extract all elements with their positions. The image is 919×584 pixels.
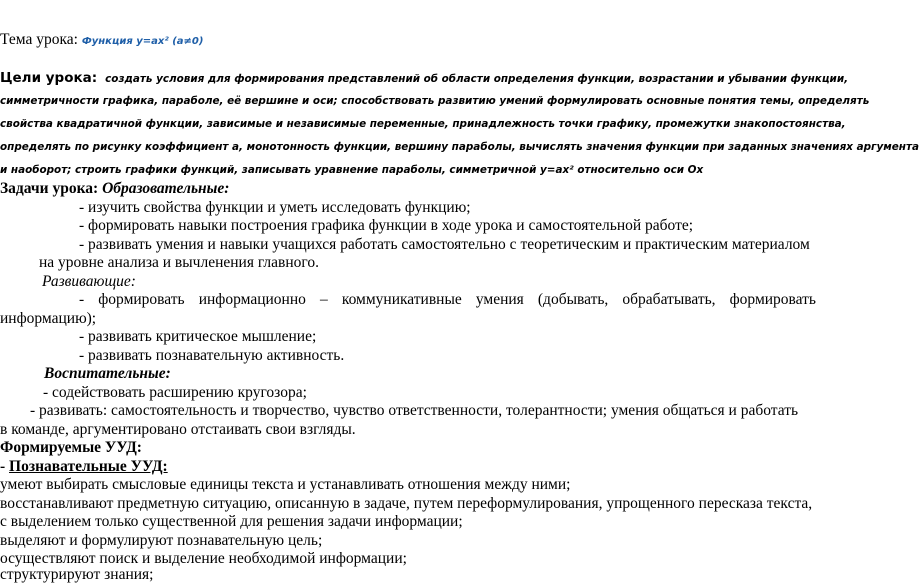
goals-text-3: свойства квадратичной функции, зависимые и независимые переменные, принадлежность точки графику, промежутки знакопостоянства,	[0, 118, 846, 130]
uud-heading: Формируемые УУД:	[0, 439, 142, 456]
upbringing-item-2: - развивать: самостоятельность и творчество, чувство ответственности, толерантности; умения общаться и работать	[30, 402, 799, 419]
goals-label: Цели урока:	[0, 70, 98, 86]
cognitive-dash: -	[0, 458, 10, 475]
cognitive-uud-label: Познавательные УУД:	[9, 458, 168, 475]
cognitive-item-2: восстанавливают предметную ситуацию, описанную в задаче, путем переформулирования, упрощенного пересказа текста,	[0, 495, 813, 512]
goals-text-2: симметричности графика, параболе, её вершине и оси; способствовать развитию умений формулировать основные понятия темы, определять	[0, 95, 870, 107]
cognitive-item-1: умеют выбирать смысловые единицы текста и устанавливать отношения между ними;	[0, 476, 571, 493]
upbringing-item-1: - содействовать расширению кругозора;	[43, 384, 307, 401]
topic-label: Тема урока:	[0, 31, 82, 48]
upbringing-label: Воспитательные:	[44, 365, 171, 382]
upbringing-item-2-cont: в команде, аргументировано отстаивать свои взгляды.	[0, 421, 356, 438]
goals-text-5-value: и наоборот; строить графики функций, записывать уравнение параболы, симметричной y=ax² относительно оси Ox	[0, 164, 704, 176]
tasks-label: Задачи урока:	[0, 180, 103, 197]
cognitive-item-4: осуществляют поиск и выделение необходимой информации;	[0, 550, 407, 567]
lesson-topic	[0, 31, 203, 49]
goals-text-5	[0, 164, 703, 176]
cognitive-item-5: структурируют знания;	[0, 566, 154, 583]
cognitive-item-2-cont: с выделением только существенной для решения задачи информации;	[0, 513, 463, 530]
goals-text-1: создать условия для формирования представлений об области определения функции, возрастании и убывании функции,	[105, 73, 849, 85]
goals-line-1	[0, 70, 849, 86]
developing-item-1: - формировать информационно – коммуникативные умения (добывать, обрабатывать, формировать	[79, 291, 816, 308]
topic-value: Функция y=ax² (a≠0)	[81, 36, 204, 47]
educational-item-1: - изучить свойства функции и уметь исследовать функцию;	[79, 199, 471, 216]
goals-text-4: определять по рисунку коэффициент a, монотонность функции, вершину параболы, вычислять значения функции при заданных значениях аргумента	[0, 141, 919, 153]
educational-item-3: - развивать умения и навыки учащихся работать самостоятельно с теоретическим и практическим материалом	[79, 236, 810, 253]
cognitive-uud-heading	[0, 458, 168, 476]
educational-label: Образовательные:	[102, 180, 230, 197]
tasks-heading	[0, 180, 229, 198]
cognitive-item-3: выделяют и формулируют познавательную цель;	[0, 532, 323, 549]
educational-item-3-cont: на уровне анализа и вычленения главного.	[39, 254, 319, 271]
developing-item-3: - развивать познавательную активность.	[79, 347, 345, 364]
developing-item-1-cont: информацию);	[0, 310, 97, 327]
developing-item-2: - развивать критическое мышление;	[79, 328, 317, 345]
developing-label: Развивающие:	[42, 273, 136, 290]
educational-item-2: - формировать навыки построения графика функции в ходе урока и самостоятельной работе;	[79, 217, 694, 234]
